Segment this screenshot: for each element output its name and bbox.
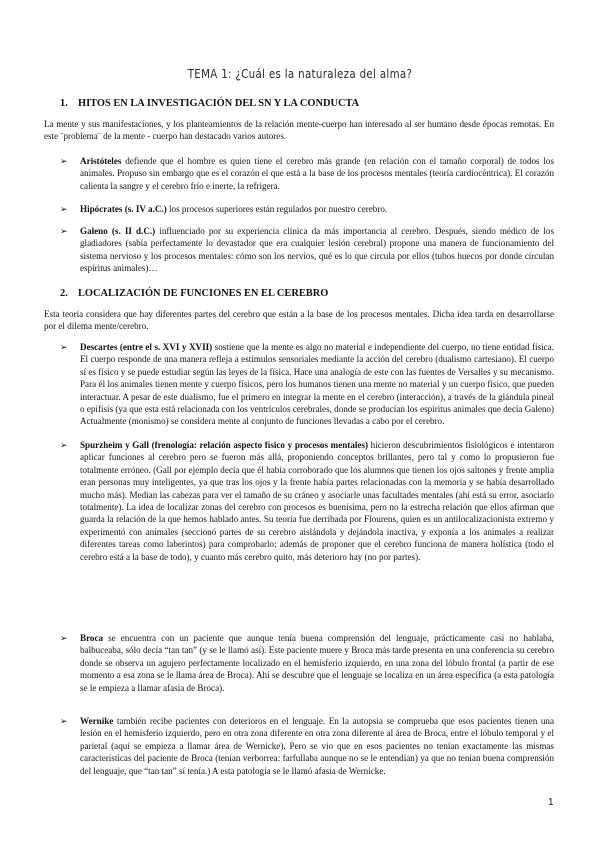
arrowhead-bullet-icon: ➢	[60, 226, 68, 236]
author-name: Broca	[80, 633, 104, 643]
section-heading-1	[60, 97, 359, 110]
arrowhead-bullet-icon: ➢	[60, 716, 68, 726]
author-description: también recibe pacientes con deterioros en el lenguaje. En la autopsia se comprueba que esos pacientes tienen una lesión en el hemisferio izquierdo, pero en otra zona diferente en otra zona diferente al área de Broca, entre el lóbulo temporal y el parietal (aquí se empieza a llamar área de Wernicke). Pero se vio que en esos pacientes no tenían exactamente las mismas características del paciente de Broca (tenían verborrea: farfullaba aunque no se le entendían) ya que no tenían buena comprensión del lenguaje, que “tan tan” sí tenía.) A esta patología se le llamó afasia de Wernicke.	[80, 716, 554, 776]
list-item	[60, 632, 554, 694]
author-description: se encuentra con un paciente que aunque tenía buena comprensión del lenguaje, prácticamente casi no hablaba, balbuceaba, sólo decía “tan tan” (y se le llamó así). Este paciente muere y Broca más tarde presenta en una conferencia su cerebro donde se observa un agujero perfectamente localizado en el hemisferio izquierdo, en una zona del lóbulo frontal (a partir de ese momento a esa zona se le llama área de Broca). Ahí se descubre que el lenguaje se localiza en un área específica (a esta patología se le empieza a llamar afasia de Broca).	[80, 633, 554, 693]
arrowhead-bullet-icon: ➢	[60, 156, 68, 166]
arrowhead-bullet-icon: ➢	[60, 440, 68, 450]
section-title: LOCALIZACIÓN DE FUNCIONES EN EL CEREBRO	[78, 288, 329, 299]
arrowhead-bullet-icon: ➢	[60, 204, 68, 214]
page-title: TEMA 1: ¿Cuál es la naturaleza del alma?	[187, 66, 413, 81]
section-number: 2.	[60, 288, 68, 299]
author-description: hicieron descubrimientos fisiológicos e intentaron aplicar funciones al cerebro pero se fueron más allá, proponiendo conceptos brillantes, pero tal y como lo propusieron fue totalmente erróneo. (Gall por ejemplo decía que él había corroborado que los alumnos que tienen los ojos saltones y frente amplia eran personas muy inteligentes, ya que tras los ojos y la frente había partes relacionadas con la memoria y se había desarrollado mucho más). Median las cabezas para ver el tamaño de su cráneo y asociarle unas facultades mentales (ahí está su error, asociarlo totalmente). La idea de localizar zonas del cerebro con procesos es buenísima, pero no la estrecha relación que ellos afirman que guarda la relación de la que hemos hablado antes. Su teoría fue derribada por Flourens, quien es un antilocalizacionista extremo y experimentó con animales (seccionó partes de su cerebro aislándola y dejándola inactiva, y exponía a los animales a realizar diferentes tareas como laberintos) para comprobarlo; además de proponer que el cerebro funciona de manera holística (todo el cerebro está a la base de todo), y cuanto más cerebro quito, más deterioro hay (no por partes).	[80, 440, 554, 562]
list-item	[60, 225, 554, 275]
section-number: 1.	[60, 98, 68, 109]
list-item	[60, 439, 554, 563]
author-name: Hipócrates (s. IV a.C.)	[80, 204, 167, 214]
section-intro-2: Esta teoría considera que hay diferentes partes del cerebro que están a la base de los procesos mentales. Dicha idea tarda en desarrollarse por el dilema mente/cerebro.	[44, 309, 554, 332]
list-item	[60, 155, 554, 192]
author-name: Spurzheim y Gall (frenología: relación aspecto físico y procesos mentales)	[80, 440, 369, 450]
author-description: defiende que el hombre es quien tiene el cerebro más grande (en relación con el tamaño corporal) de todos los animales. Propuso sin embargo que es el corazón el que está a la base de los procesos mentales (teoría cardiocéntrica). El corazón calienta la sangre y el cerebro frío e inerte, la refrigera.	[80, 156, 554, 191]
arrowhead-bullet-icon: ➢	[60, 633, 68, 643]
list-item	[60, 341, 554, 428]
author-name: Galeno (s. II d.C.)	[80, 226, 156, 236]
list-item	[60, 715, 554, 777]
author-name: Aristóteles	[80, 156, 122, 166]
author-name: Descartes (entre el s. XVI y XVII)	[80, 342, 213, 352]
section-title: HITOS EN LA INVESTIGACIÓN DEL SN Y LA CONDUCTA	[78, 98, 360, 109]
author-description: los procesos superiores están regulados por nuestro cerebro.	[166, 204, 388, 214]
page-number: 1	[548, 797, 554, 808]
section-heading-2	[60, 287, 328, 300]
list-item	[60, 203, 554, 215]
author-name: Wernike	[80, 716, 114, 726]
arrowhead-bullet-icon: ➢	[60, 342, 68, 352]
author-description: sostiene que la mente es algo no material e independiente del cuerpo, no tiene entidad física. El cuerpo responde de una manera refleja a estímulos sensoriales mediante la acción del cerebro (dualismo cartesiano). El cuerpo sí es físico y se puede estudiar según las leyes de la física. Hace una analogía de este con las fuentes de Versalles y su mecanismo. Para él los animales tienen mente y cuerpo físicos, pero los humanos tienen una mente no material y un cuerpo físico, que pueden interactuar. A pesar de este dualismo, fue el primero en integrar la mente en el cerebro (interacción), a través de la glándula pineal o epífisis (ya que esta está relacionada con los ventrículos cerebrales, donde se producían los espíritus animales que decía Galeno) Actualmente (monismo) se considera mente al conjunto de funciones llevadas a cabo por el cerebro.	[80, 342, 554, 427]
author-description: influenciado por su experiencia clínica da más importancia al cerebro. Después, siendo médico de los gladiadores (sabía perfectamente lo devastador que era cualquier lesión cerebral) propone una manera de funcionamiento del sistema nervioso y los procesos mentales: cómo son los nervios, qué es lo que circula por ellos (tubos huecos por donde circulan espíritus animales)…	[80, 226, 554, 274]
section-intro-1: La mente y sus manifestaciones, y los planteamientos de la relación mente-cuerpo han interesado al ser humano desde épocas remotas. En este ¨problema¨ de la mente - cuerpo han destacado varios autores.	[44, 119, 554, 142]
